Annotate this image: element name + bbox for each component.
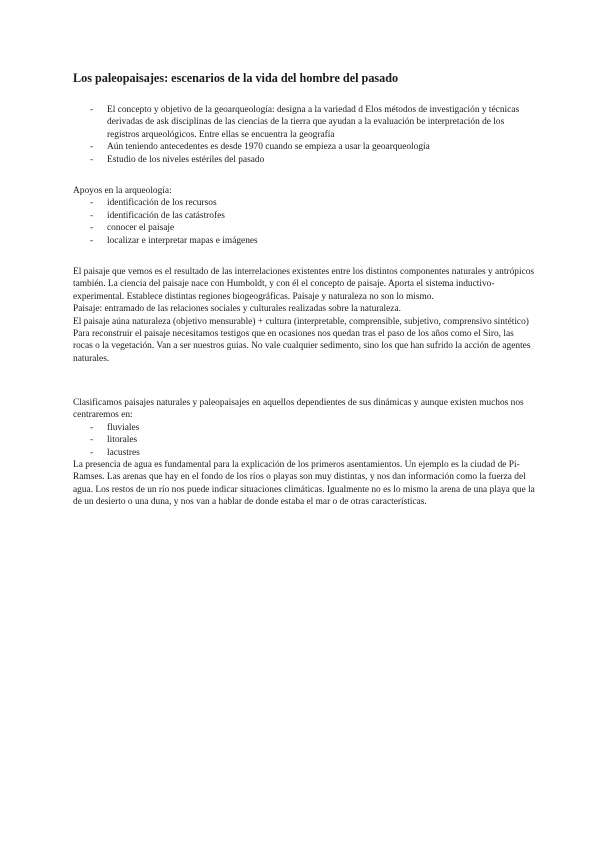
list-item: - Estudio de los niveles estériles del pasado xyxy=(73,154,535,166)
list-item: - El concepto y objetivo de la geoarqueología: designa a la variedad d Elos métodos de investigación y técnicas derivadas de ask disciplinas de las ciencias de la tierra que ayudan a la evaluación be interpretación de los registros arqueológicos. Entre ellas se encuentra la geografía xyxy=(73,104,535,141)
paragraph: Para reconstruir el paisaje necesitamos testigos que en ocasiones nos quedan tras el paso de los años como el Siro, las rocas o la vegetación. Van a ser nuestros guías. No vale cualquier sedimento, sino los que han sufrido la acción de agentes naturales. xyxy=(73,329,531,364)
apoyos-section xyxy=(73,185,535,247)
paisaje-section xyxy=(73,266,535,365)
list-item: - lacustres xyxy=(73,447,535,459)
list-item: - fluviales xyxy=(73,422,535,434)
intro-list xyxy=(73,104,535,166)
list-item: - localizar e interpretar mapas e imágenes xyxy=(73,235,535,247)
apoyos-list xyxy=(73,197,535,247)
paragraph: Clasificamos paisajes naturales y paleopaisajes en aquellos dependientes de sus dinámicas y aunque existen muchos nos centraremos en: xyxy=(73,398,524,421)
paragraph: El paisaje que vemos es el resultado de las interrelaciones existentes entre los distintos componentes naturales y antrópicos también. La ciencia del paisaje nace con Humboldt, y con él el concepto de paisaje. Aporta el sistema inductivo-experimental. Establece distintas regiones biogeográficas. Paisaje y naturaleza no son lo mismo. xyxy=(73,267,535,302)
paragraph: Paisaje: entramado de las relaciones sociales y culturales realizadas sobre la naturaleza. xyxy=(73,304,401,315)
paragraph: La presencia de agua es fundamental para la explicación de los primeros asentamientos. Un ejemplo es la ciudad de Pi-Ramses. Las arenas que hay en el fondo de los ríos o playas son muy distintas, y nos dan información como la fuerza del agua. Los restos de un río nos puede indicar situaciones climáticas. Igualmente no es lo mismo la arena de una playa que la de un desierto o una duna, y nos van a hablar de donde estaba el mar o de otras características. xyxy=(73,460,535,508)
paragraph: El paisaje aúna naturaleza (objetivo mensurable) + cultura (interpretable, comprensible, subjetivo, comprensivo sintético) xyxy=(73,316,529,327)
apoyos-heading: Apoyos en la arqueología: xyxy=(73,186,172,196)
landscape-types-list xyxy=(73,422,535,459)
list-item: - identificación de las catástrofes xyxy=(73,210,535,222)
list-item: - litorales xyxy=(73,434,535,446)
list-item: - conocer el paisaje xyxy=(73,222,535,234)
intro-section xyxy=(73,104,535,166)
list-item: - identificación de los recursos xyxy=(73,197,535,209)
page-title: Los paleopaisajes: escenarios de la vida del hombre del pasado xyxy=(73,71,399,85)
clasificamos-section xyxy=(73,397,535,509)
list-item: - Aún teniendo antecedentes es desde 1970 cuando se empieza a usar la geoarqueología xyxy=(73,141,535,153)
